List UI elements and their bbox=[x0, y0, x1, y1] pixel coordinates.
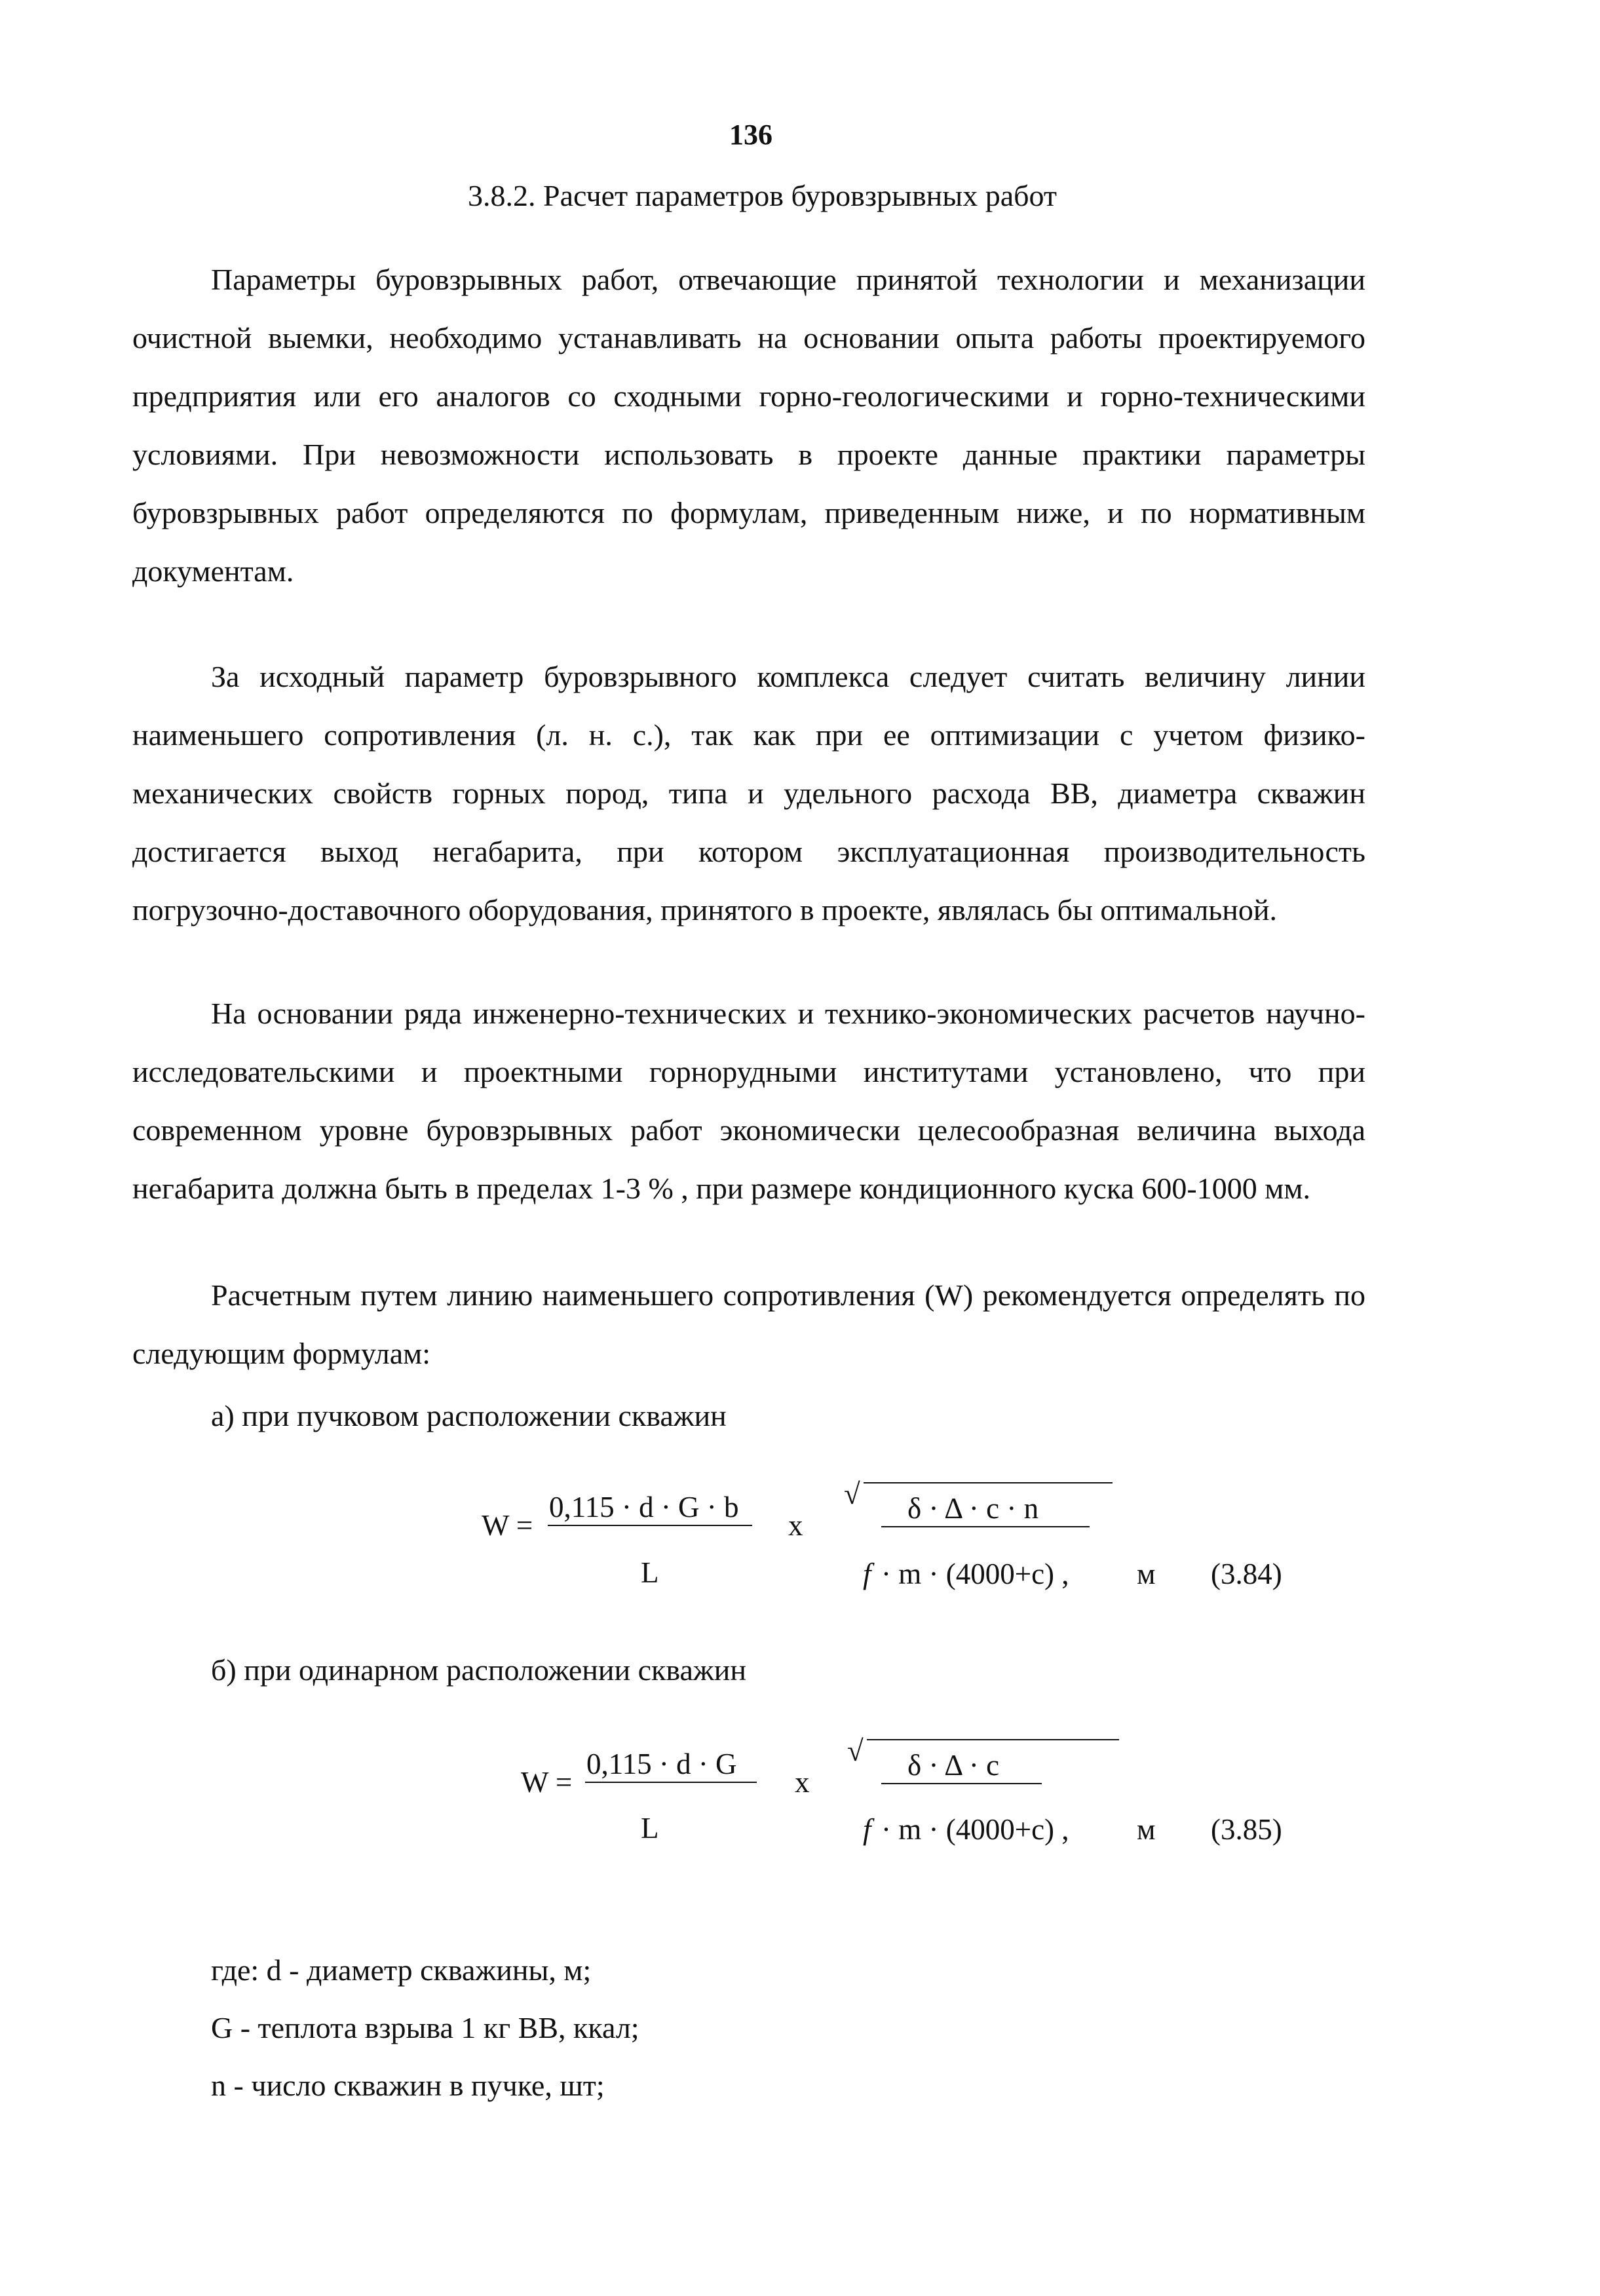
unit: м bbox=[1137, 1813, 1156, 1846]
root-numerator: δ · Δ · c · n bbox=[907, 1492, 1039, 1525]
page-number: 136 bbox=[729, 119, 772, 151]
case-b-label: б) при одинарном расположении скважин bbox=[211, 1653, 746, 1687]
section-heading: 3.8.2. Расчет параметров буровзрывных работ bbox=[468, 179, 1057, 212]
f-symbol: f bbox=[863, 1813, 871, 1846]
unit: м bbox=[1137, 1558, 1156, 1590]
paragraph-4: Расчетным путем линию наименьшего сопротивления (W) рекомендуется определять по следующим формулам: bbox=[132, 1278, 1365, 1370]
case-a-label: а) при пучковом расположении скважин bbox=[211, 1399, 727, 1432]
definition-d: где: d - диаметр скважины, м; bbox=[211, 1953, 592, 1987]
radical-overline bbox=[864, 1482, 1113, 1483]
formula-numerator: 0,115 · d · G bbox=[586, 1748, 737, 1780]
equation-number: (3.85) bbox=[1211, 1813, 1282, 1846]
radical-sign: √ bbox=[847, 1734, 864, 1767]
formula-lhs: W = bbox=[521, 1766, 573, 1799]
root-denominator: · m · (4000+c) , bbox=[881, 1813, 1069, 1846]
definition-g: G - теплота взрыва 1 кг ВВ, ккал; bbox=[211, 2011, 639, 2044]
paragraph-1: Параметры буровзрывных работ, отвечающие принятой технологии и механизации очистной выемки, необходимо устанавливать на основании опыта работы проектируемого предприятия или его аналогов со сходными горно-геологическими и горно-техническими условиями. При невозможности использовать в проекте данные практики параметры буровзрывных работ определяются по формулам, приведенным ниже, и по нормативным документам. bbox=[132, 263, 1365, 588]
root-fraction-bar bbox=[881, 1783, 1042, 1784]
radical-overline bbox=[867, 1739, 1119, 1740]
root-denominator: · m · (4000+c) , bbox=[881, 1558, 1069, 1590]
equation-number: (3.84) bbox=[1211, 1558, 1282, 1590]
fraction-bar bbox=[548, 1525, 752, 1526]
times-sign: x bbox=[795, 1766, 810, 1799]
paragraph-3: На основании ряда инженерно-технических и технико-экономических расчетов научно-исследовательскими и проектными горнорудными институтами установлено, что при современном уровне буровзрывных работ экономически целесообразная величина выхода негабарита должна быть в пределах 1-3 % , при размере кондиционного куска 600-1000 мм. bbox=[132, 997, 1365, 1205]
fraction-bar bbox=[585, 1782, 757, 1783]
definition-n: n - число скважин в пучке, шт; bbox=[211, 2069, 605, 2102]
formula-denominator: L bbox=[641, 1812, 659, 1845]
root-fraction-bar bbox=[881, 1526, 1090, 1527]
paragraph-2: За исходный параметр буровзрывного комплекса следует считать величину линии наименьшего сопротивления (л. н. с.), так как при ее оптимизации с учетом физико-механических свойств горных пород, типа и удельного расхода ВВ, диаметра скважин достигается выход негабарита, при котором эксплуатационная производительность погрузочно-доставочного оборудования, принятого в проекте, являлась бы оптимальной. bbox=[132, 660, 1365, 927]
formula-lhs: W = bbox=[482, 1509, 533, 1542]
formula-numerator: 0,115 · d · G · b bbox=[549, 1491, 739, 1523]
f-symbol: f bbox=[863, 1558, 871, 1590]
radical-sign: √ bbox=[844, 1478, 860, 1510]
root-numerator: δ · Δ · c bbox=[907, 1749, 1000, 1782]
formula-denominator: L bbox=[641, 1556, 659, 1589]
times-sign: x bbox=[788, 1509, 803, 1542]
